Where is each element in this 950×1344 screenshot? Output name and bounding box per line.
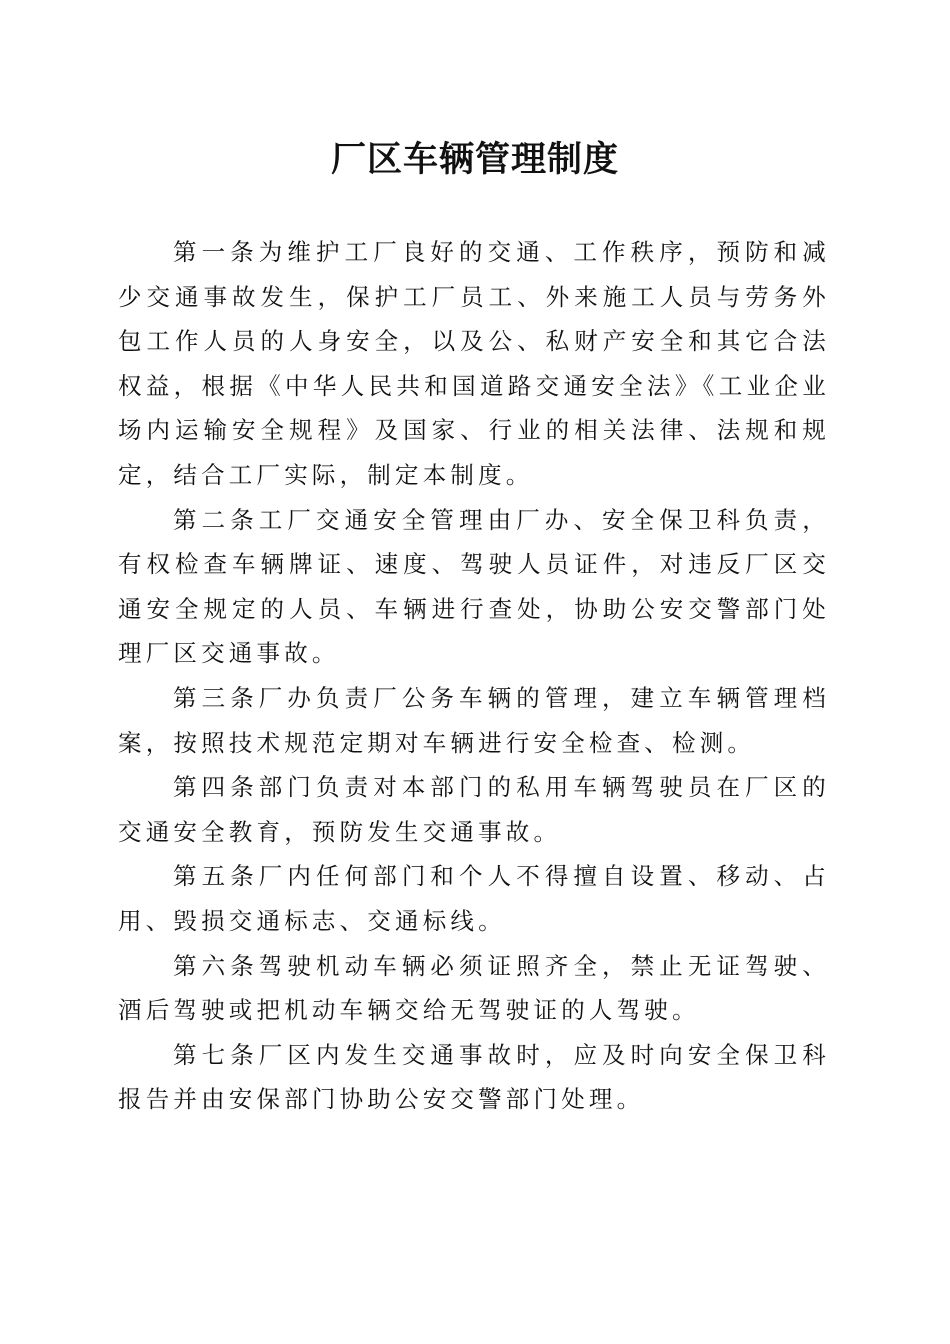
article-2: 第二条工厂交通安全管理由厂办、安全保卫科负责，有权检查车辆牌证、速度、驾驶人员证件，对违反厂区交通安全规定的人员、车辆进行查处，协助公安交警部门处理厂区交通事故。: [118, 505, 830, 668]
article-6: 第六条驾驶机动车辆必须证照齐全，禁止无证驾驶、酒后驾驶或把机动车辆交给无驾驶证的人驾驶。: [118, 951, 830, 1025]
document-title: 厂区车辆管理制度: [330, 139, 619, 180]
document-body: [118, 230, 830, 1122]
article-4: 第四条部门负责对本部门的私用车辆驾驶员在厂区的交通安全教育，预防发生交通事故。: [118, 773, 830, 846]
article-1: 第一条为维护工厂良好的交通、工作秩序，预防和减少交通事故发生，保护工厂员工、外来施工人员与劳务外包工作人员的人身安全，以及公、私财产安全和其它合法权益，根据《中华人民共和国道路交通安全法》《工业企业场内运输安全规程》及国家、行业的相关法律、法规和规定，结合工厂实际，制定本制度。: [118, 238, 830, 489]
article-7: 第七条厂区内发生交通事故时，应及时向安全保卫科报告并由安保部门协助公安交警部门处理。: [118, 1040, 830, 1114]
article-5: 第五条厂内任何部门和个人不得擅自设置、移动、占用、毁损交通标志、交通标线。: [118, 862, 830, 935]
article-3: 第三条厂办负责厂公务车辆的管理，建立车辆管理档案，按照技术规范定期对车辆进行安全检查、检测。: [118, 683, 830, 757]
